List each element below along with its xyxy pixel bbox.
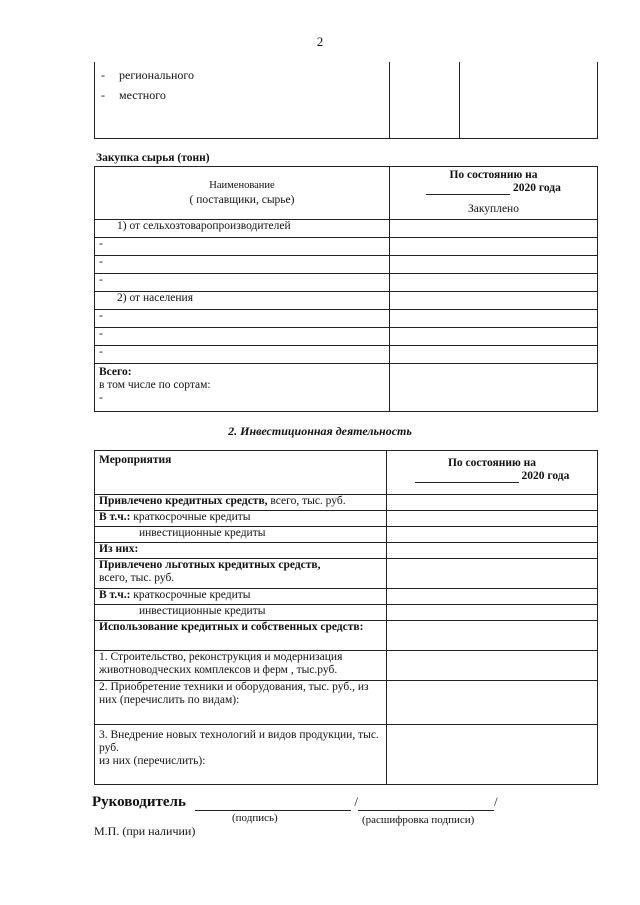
- purchase-title: Закупка сырья (тонн): [96, 152, 210, 164]
- total-label: Всего:: [99, 366, 132, 378]
- stamp-note: М.П. (при наличии): [94, 824, 196, 838]
- signature-row: Руководитель / /: [92, 794, 498, 810]
- by-sort-label: в том числе по сортам:: [99, 379, 211, 391]
- table-row: -: [95, 346, 598, 364]
- list-item: - местного: [101, 88, 166, 102]
- name-header: Наименование ( поставщики, сырье): [95, 167, 390, 220]
- date-blank: [426, 184, 510, 195]
- table-row: -: [95, 238, 598, 256]
- column-divider: [459, 62, 460, 138]
- group-label: 1) от сельхозтоваропроизводителей: [95, 220, 390, 238]
- investment-title: 2. Инвестиционная деятельность: [228, 424, 412, 438]
- table-row: Использование кредитных и собственных средств:: [95, 621, 598, 651]
- group-label: 2) от населения: [95, 292, 390, 310]
- decode-caption: (расшифровка подписи): [362, 814, 475, 826]
- table-row: -: [95, 328, 598, 346]
- signature-label: Руководитель: [92, 794, 186, 810]
- state-header: По состоянию на 2020 года: [387, 451, 598, 495]
- previous-table-fragment: [94, 62, 598, 139]
- signature-field[interactable]: [195, 798, 351, 811]
- table-row: -: [95, 256, 598, 274]
- table-row: [95, 292, 598, 310]
- table-row: -: [95, 274, 598, 292]
- page-number: 2: [316, 34, 324, 49]
- total-row: Всего: в том числе по сортам: -: [95, 364, 598, 412]
- table-row: Из них:: [95, 543, 598, 559]
- table-header-row: [95, 167, 598, 220]
- table-row: 2. Приобретение техники и оборудования, тыс. руб., из них (перечислить по видам):: [95, 681, 598, 725]
- state-header: По состоянию на 2020 года Закуплено: [390, 167, 598, 220]
- table-row: 3. Внедрение новых технологий и видов продукции, тыс. руб. из них (перечислить):: [95, 725, 598, 785]
- table-row: инвестиционные кредиты: [95, 605, 598, 621]
- table-row: инвестиционные кредиты: [95, 527, 598, 543]
- investment-table: [94, 450, 598, 785]
- column-divider: [389, 62, 390, 138]
- table-row: В т.ч.: краткосрочные кредиты: [95, 511, 598, 527]
- table-row: В т.ч.: краткосрочные кредиты: [95, 589, 598, 605]
- table-row: Привлечено кредитных средств, всего, тыс. руб.: [95, 495, 598, 511]
- table-header-row: [95, 451, 598, 495]
- table-row: Привлечено льготных кредитных средств, всего, тыс. руб.: [95, 559, 598, 589]
- purchase-table: [94, 166, 598, 412]
- signature-caption: (подпись): [232, 812, 278, 824]
- table-row: -: [95, 310, 598, 328]
- date-blank: [415, 472, 519, 483]
- events-header: Мероприятия: [95, 451, 387, 495]
- table-row: 1. Строительство, реконструкция и модернизация животноводческих комплексов и ферм , тыс.руб.: [95, 651, 598, 681]
- signature-decode-field[interactable]: [358, 798, 494, 811]
- list-item: - регионального: [101, 68, 195, 82]
- table-row: [95, 220, 598, 238]
